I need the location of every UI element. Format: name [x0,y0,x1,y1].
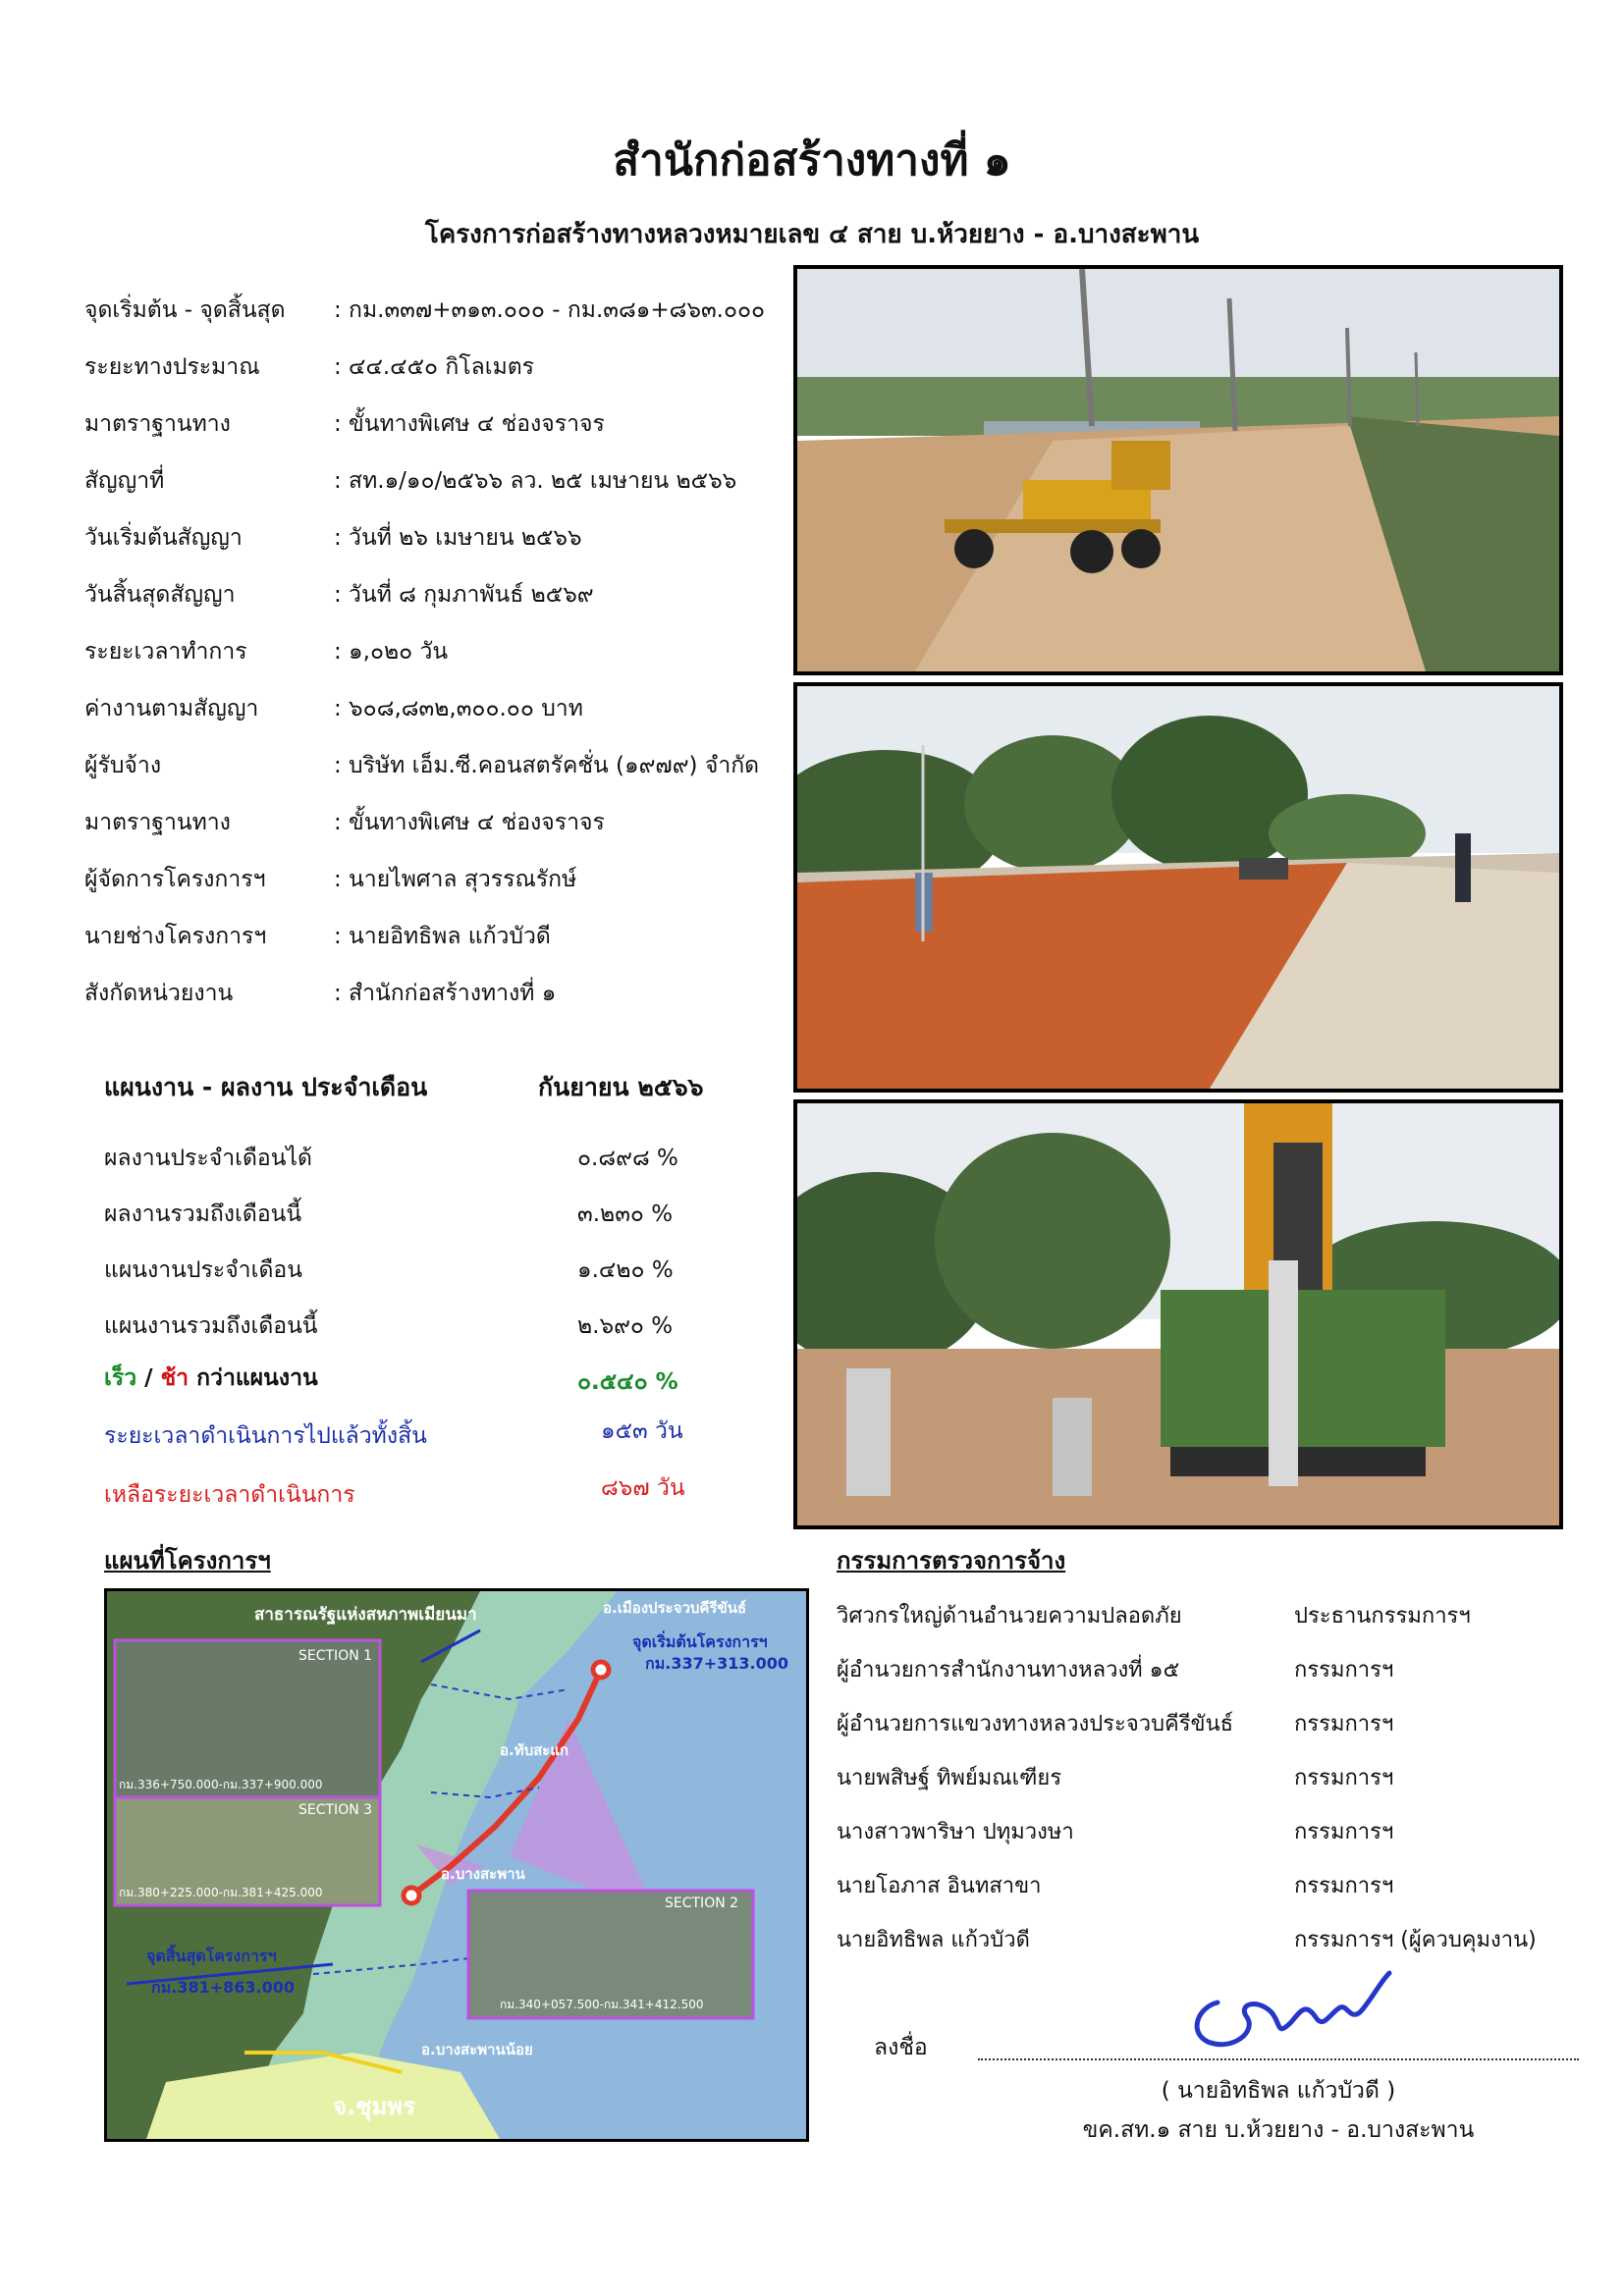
section-2-label: SECTION 2 [665,1896,739,1911]
committee-member-name: นายอิทธิพล แก้วบัวดี [837,1928,1030,1952]
info-value: : ขั้นทางพิเศษ ๔ ช่องจราจร [334,810,605,835]
info-label: สังกัดหน่วยงาน [84,981,234,1006]
committee-member-role: กรรมการฯ [1294,1658,1394,1682]
info-label: ผู้จัดการโครงการฯ [84,867,266,892]
committee-member-role: ประธานกรรมการฯ [1294,1604,1471,1629]
remaining-label: เหลือระยะเวลาดำเนินการ [104,1482,355,1508]
map-province-label: จ.ชุมพร [333,2093,415,2120]
info-value: : นายอิทธิพล แก้วบัวดี [334,924,551,949]
info-value: : สท.๑/๑๐/๒๕๖๖ ลว. ๒๕ เมษายน ๒๕๖๖ [334,468,737,494]
page-title: สำนักก่อสร้างทางที่ ๑ [613,135,1011,186]
plan-row-value: ๐.๘๙๘ % [577,1146,678,1171]
plan-row-label: ผลงานประจำเดือนได้ [104,1146,312,1171]
plan-row-label: ผลงานรวมถึงเดือนนี้ [104,1201,302,1227]
section-1-label: SECTION 1 [298,1648,373,1664]
map-start-km: กม.337+313.000 [645,1654,788,1673]
info-value: : สำนักก่อสร้างทางที่ ๑ [334,981,557,1006]
section-3-label: SECTION 3 [298,1802,373,1818]
site-photo-survey [793,682,1563,1093]
section-1-range: กม.336+750.000-กม.337+900.000 [119,1778,323,1791]
info-value: : วันที่ ๒๖ เมษายน ๒๕๖๖ [334,525,582,551]
info-label: วันเริ่มต้นสัญญา [84,525,243,551]
speed-value: ๐.๕๔๐ % [577,1369,678,1395]
plan-row-value: ๑.๔๒๐ % [577,1257,674,1283]
info-label: ระยะเวลาทำการ [84,639,247,665]
map-heading: แผนที่โครงการฯ [104,1547,271,1575]
committee-member-name: ผู้อำนวยการสำนักงานทางหลวงที่ ๑๕ [837,1658,1180,1682]
handwritten-signature [1178,1963,1394,2061]
info-label: มาตราฐานทาง [84,411,231,437]
project-subtitle: โครงการก่อสร้างทางหลวงหมายเลข ๔ สาย บ.ห้วยยาง - อ.บางสะพาน [424,220,1200,249]
speed-fast-text: เร็ว [104,1365,137,1391]
committee-member-role: กรรมการฯ [1294,1820,1394,1844]
committee-member-name: นางสาวพาริษา ปทุมวงษา [837,1820,1074,1844]
elapsed-value: ๑๕๓ วัน [601,1418,683,1444]
info-value: : ขั้นทางพิเศษ ๔ ช่องจราจร [334,411,605,437]
map-district-1: อ.ทับสะแก [500,1741,569,1759]
info-label: สัญญาที่ [84,468,165,494]
section-3-range: กม.380+225.000-กม.381+425.000 [119,1886,323,1899]
info-value: : ๔๔.๔๕๐ กิโลเมตร [334,354,535,380]
plan-month: กันยายน ๒๕๖๖ [538,1073,704,1101]
plan-row-label: แผนงานประจำเดือน [104,1257,302,1283]
plan-row-value: ๒.๖๙๐ % [577,1313,674,1339]
map-end-label: จุดสิ้นสุดโครงการฯ [146,1947,277,1965]
project-map [104,1588,809,2142]
info-value: : ๑,๐๒๐ วัน [334,639,449,665]
committee-heading: กรรมการตรวจการจ้าง [837,1547,1066,1575]
map-district-3: อ.บางสะพานน้อย [421,2041,533,2058]
plan-row-value: ๓.๒๓๐ % [577,1201,674,1227]
map-end-km: กม.381+863.000 [151,1978,295,1997]
committee-member-role: กรรมการฯ (ผู้ควบคุมงาน) [1294,1928,1537,1952]
speed-separator: / [136,1365,161,1391]
plan-row-label: แผนงานรวมถึงเดือนนี้ [104,1313,318,1339]
site-photo-grader [793,265,1563,675]
committee-member-name: นายโอภาส อินทสาขา [837,1874,1042,1898]
info-label: มาตราฐานทาง [84,810,231,835]
info-value: : กม.๓๓๗+๓๑๓.๐๐๐ - กม.๓๘๑+๘๖๓.๐๐๐ [334,297,766,323]
site-photo-pile-driver [793,1099,1563,1529]
info-label: ผู้รับจ้าง [84,753,162,778]
map-district-2: อ.บางสะพาน [441,1865,525,1883]
speed-slow-text: ช้า [160,1365,189,1391]
start-marker [593,1662,609,1678]
info-label: วันสิ้นสุดสัญญา [84,582,236,608]
signature-label: ลงชื่อ [874,2035,928,2060]
info-value: : นายไพศาล สุวรรณรักษ์ [334,867,577,892]
signature-line [978,2058,1579,2060]
map-district-top: อ.เมืองประจวบคีรีขันธ์ [603,1599,747,1617]
committee-member-role: กรรมการฯ [1294,1874,1394,1898]
committee-member-name: ผู้อำนวยการแขวงทางหลวงประจวบคีรีขันธ์ [837,1712,1234,1736]
committee-member-role: กรรมการฯ [1294,1766,1394,1790]
section-2-range: กม.340+057.500-กม.341+412.500 [500,1998,704,2011]
speed-status-label [104,1361,318,1396]
info-value: : วันที่ ๘ กุมภาพันธ์ ๒๕๖๙ [334,582,594,608]
committee-member-name: วิศวกรใหญ่ด้านอำนวยความปลอดภัย [837,1604,1182,1629]
elapsed-label: ระยะเวลาดำเนินการไปแล้วทั้งสิ้น [104,1423,427,1449]
committee-member-name: นายพสิษฐ์ ทิพย์มณเฑียร [837,1766,1062,1790]
info-value: : ๖๐๘,๘๓๒,๓๐๐.๐๐ บาท [334,696,583,721]
end-marker [404,1888,419,1903]
signer-position: ขค.สท.๑ สาย บ.ห้วยยาง - อ.บางสะพาน [1082,2117,1475,2143]
info-label: จุดเริ่มต้น - จุดสิ้นสุด [84,297,286,323]
signer-name: ( นายอิทธิพล แก้วบัวดี ) [1161,2078,1396,2104]
info-label: นายช่างโครงการฯ [84,924,267,949]
map-start-label: จุดเริ่มต้นโครงการฯ [632,1632,768,1651]
plan-heading: แผนงาน - ผลงาน ประจำเดือน [104,1073,428,1101]
info-value: : บริษัท เอ็ม.ซี.คอนสตรัคชั่น (๑๙๗๙) จำกัด [334,753,760,778]
info-label: ค่างานตามสัญญา [84,696,259,721]
speed-suffix: กว่าแผนงาน [189,1365,318,1391]
info-label: ระยะทางประมาณ [84,354,260,380]
committee-member-role: กรรมการฯ [1294,1712,1394,1736]
remaining-value: ๘๖๗ วัน [601,1475,685,1501]
map-country-label: สาธารณรัฐแห่งสหภาพเมียนมา [254,1605,477,1625]
